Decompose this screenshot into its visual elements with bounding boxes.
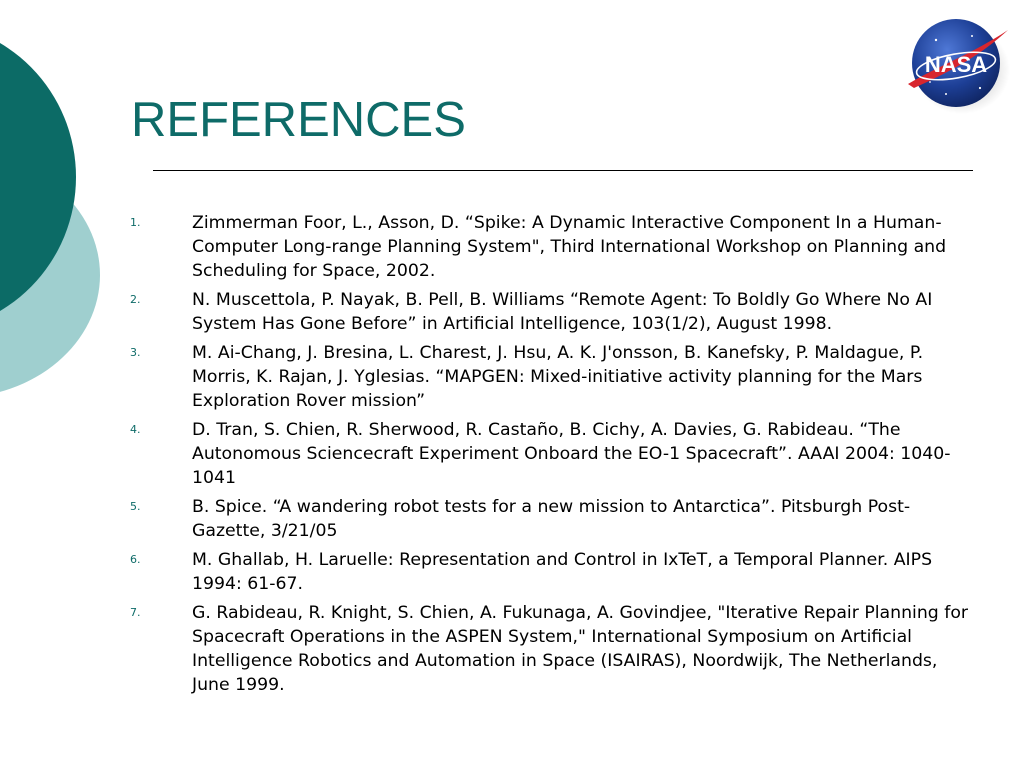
reference-number: 6. xyxy=(130,553,141,566)
reference-item xyxy=(130,288,970,336)
reference-item xyxy=(130,418,970,490)
reference-item xyxy=(130,601,970,697)
reference-number: 3. xyxy=(130,346,141,359)
reference-text: M. Ai-Chang, J. Bresina, L. Charest, J. Hsu, A. K. J'onsson, B. Kanefsky, P. Maldague, P. Morris, K. Rajan, J. Yglesias. “MAPGEN: Mixed-initiative activity planning for the Mars Exploration Rover mission” xyxy=(192,343,924,411)
reference-item xyxy=(130,495,970,543)
nasa-logo-text: NASA xyxy=(924,52,988,77)
reference-text: G. Rabideau, R. Knight, S. Chien, A. Fukunaga, A. Govindjee, "Iterative Repair Planning for Spacecraft Operations in the ASPEN System," International Symposium on Artificial Intelligence Robotics and Automation in Space (ISAIRAS), Noordwijk, The Netherlands, June 1999. xyxy=(192,603,969,695)
reference-number: 7. xyxy=(130,606,141,619)
reference-item xyxy=(130,211,970,283)
nasa-logo-icon xyxy=(902,14,1014,114)
reference-text: B. Spice. “A wandering robot tests for a new mission to Antarctica”. Pitsburgh Post-Gazette, 3/21/05 xyxy=(192,497,911,541)
reference-text: M. Ghallab, H. Laruelle: Representation and Control in IxTeT, a Temporal Planner. AIPS 1994: 61-67. xyxy=(192,550,933,594)
reference-number: 1. xyxy=(130,216,141,229)
reference-item xyxy=(130,341,970,413)
reference-text: N. Muscettola, P. Nayak, B. Pell, B. Williams “Remote Agent: To Boldly Go Where No AI System Has Gone Before” in Artificial Intelligence, 103(1/2), August 1998. xyxy=(192,290,933,334)
reference-text: D. Tran, S. Chien, R. Sherwood, R. Castaño, B. Cichy, A. Davies, G. Rabideau. “The Autonomous Sciencecraft Experiment Onboard the EO-1 Spacecraft”. AAAI 2004: 1040-1041 xyxy=(192,420,951,488)
reference-number: 5. xyxy=(130,500,141,513)
title-divider xyxy=(153,170,973,171)
reference-text: Zimmerman Foor, L., Asson, D. “Spike: A Dynamic Interactive Component In a Human-Computer Long-range Planning System", Third International Workshop on Planning and Scheduling for Space, 2002. xyxy=(192,213,947,281)
reference-number: 2. xyxy=(130,293,141,306)
reference-item xyxy=(130,548,970,596)
reference-list xyxy=(130,211,970,702)
slide-title: REFERENCES xyxy=(131,93,466,147)
reference-number: 4. xyxy=(130,423,141,436)
